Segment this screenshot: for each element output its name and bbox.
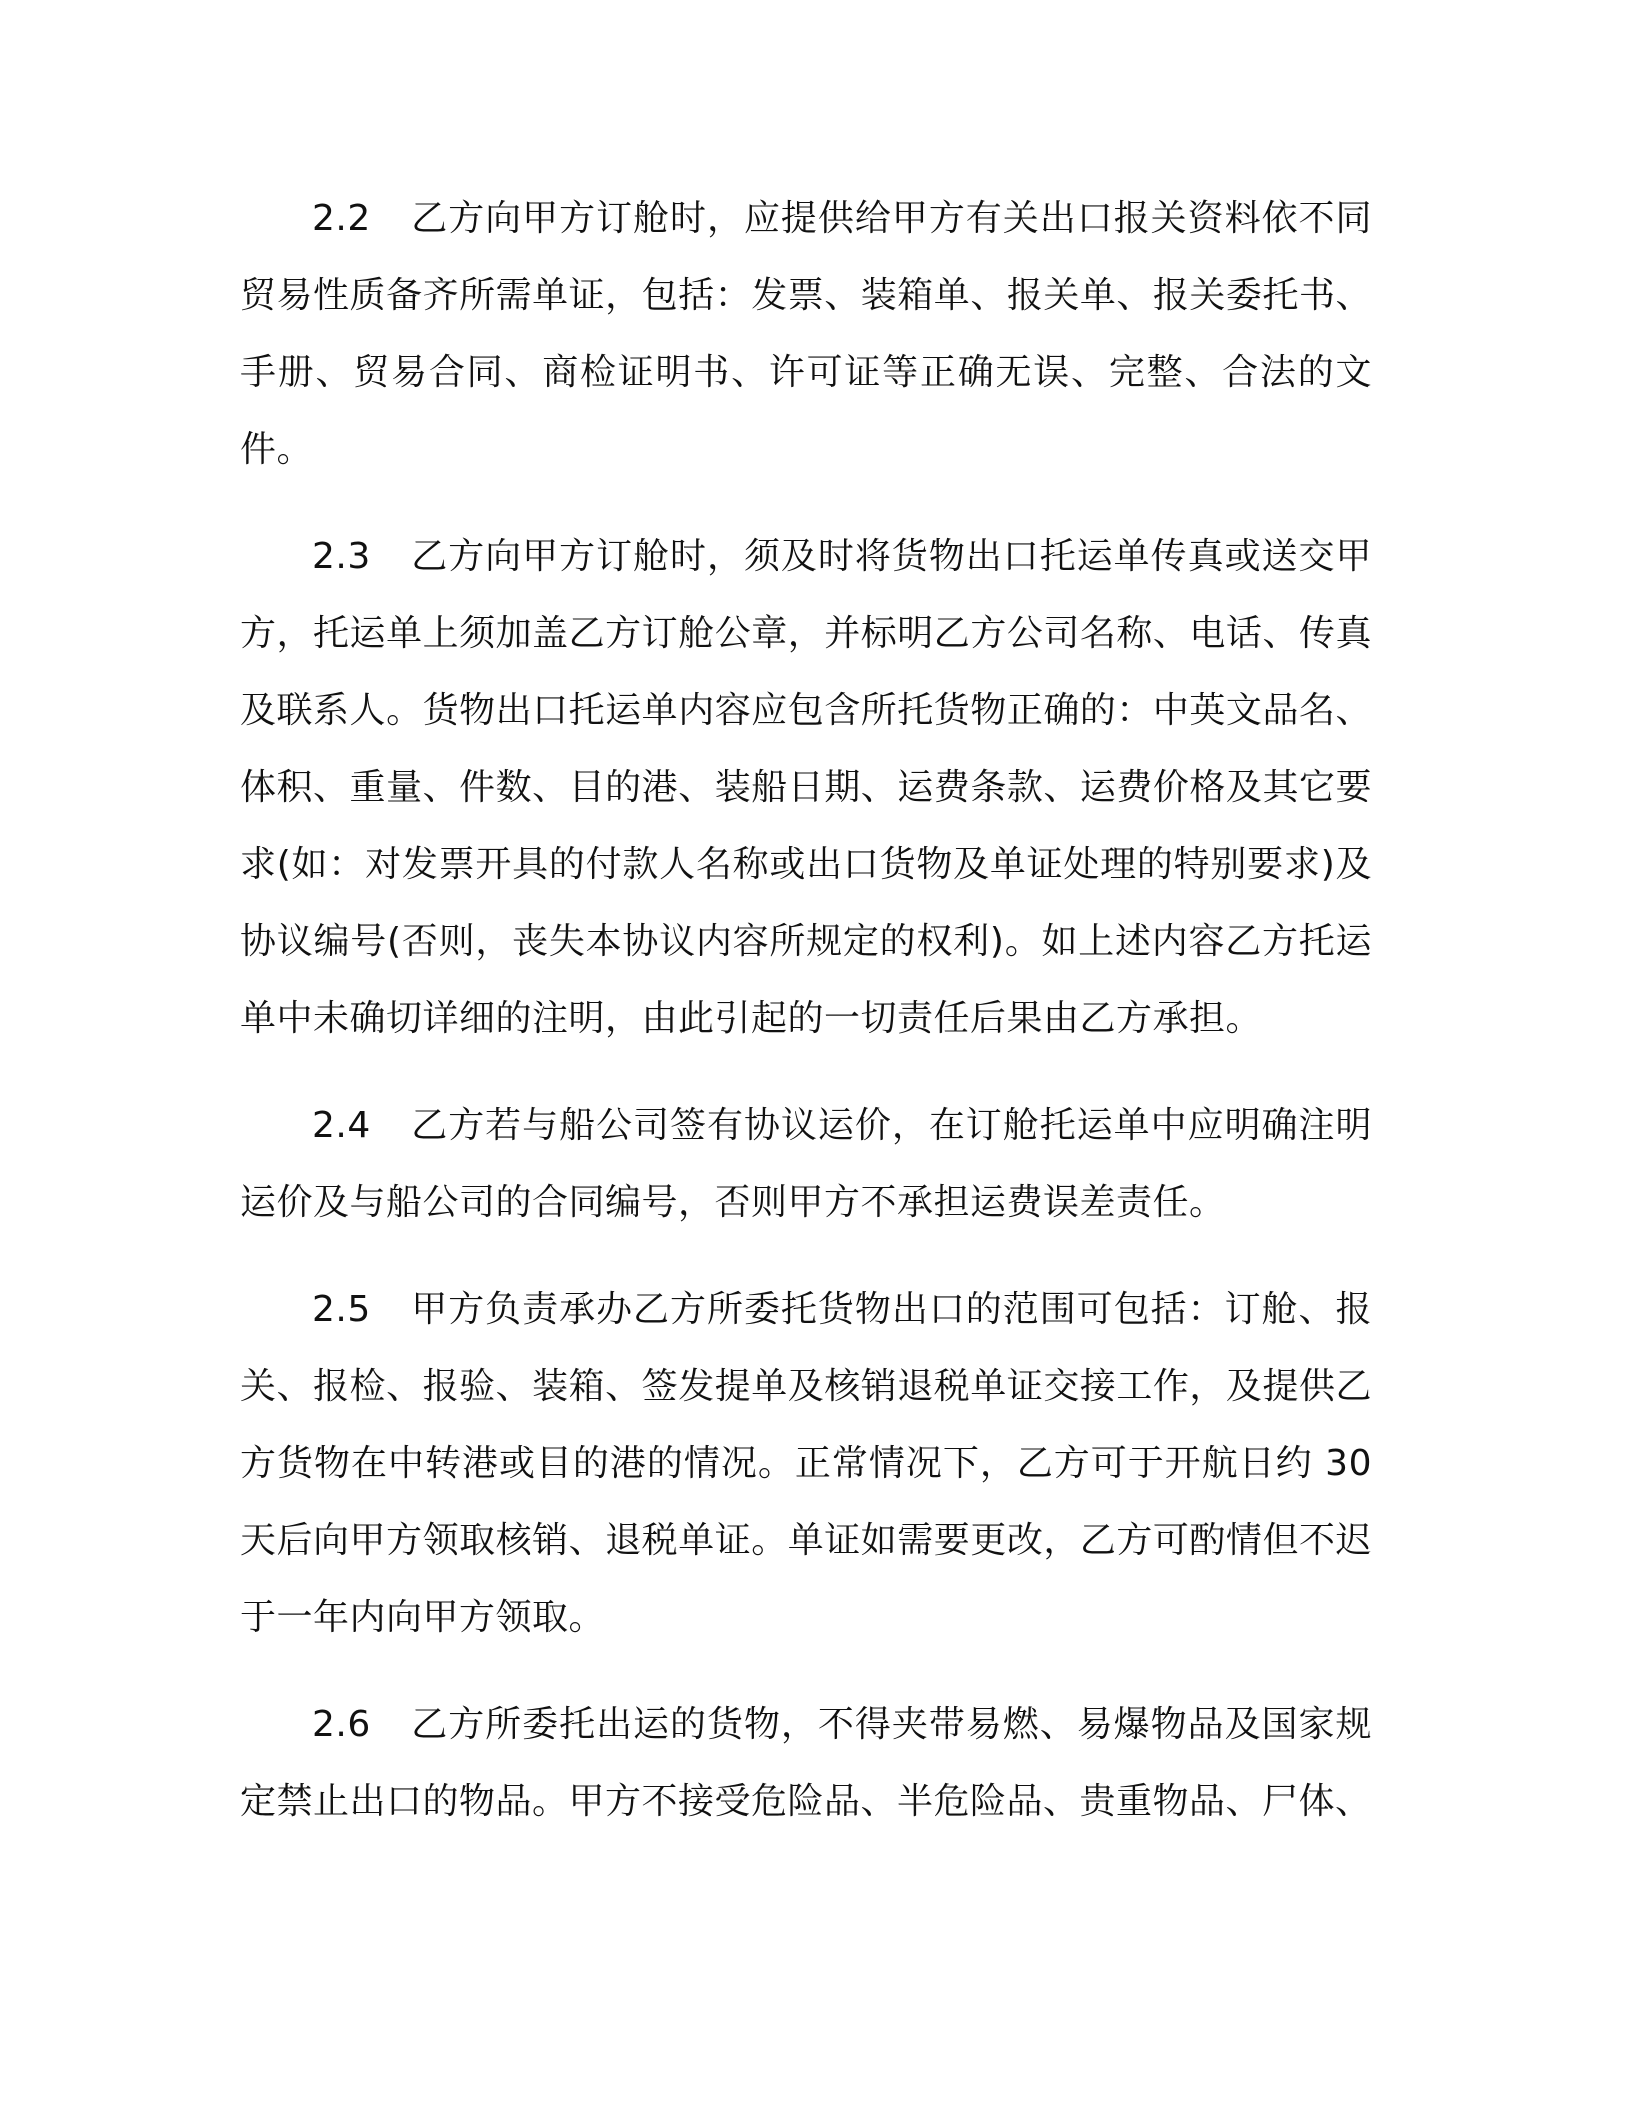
clause-text: 乙方若与船公司签有协议运价，在订舱托运单中应明确注明运价及与船公司的合同编号，否则甲方不承担运费误差责任。 — [240, 1105, 1372, 1223]
clause-2-6 — [240, 1686, 1372, 1840]
clause-number: 2.4 — [312, 1105, 371, 1146]
clause-2-4 — [240, 1087, 1372, 1241]
clause-number: 2.5 — [312, 1289, 371, 1330]
clause-text: 乙方向甲方订舱时，应提供给甲方有关出口报关资料依不同贸易性质备齐所需单证，包括：发票、装箱单、报关单、报关委托书、手册、贸易合同、商检证明书、许可证等正确无误、完整、合法的文件。 — [240, 198, 1372, 470]
clause-text: 乙方所委托出运的货物，不得夹带易燃、易爆物品及国家规定禁止出口的物品。甲方不接受危险品、半危险品、贵重物品、尸体、 — [240, 1704, 1372, 1822]
clause-number: 2.6 — [312, 1704, 371, 1745]
clause-number: 2.3 — [312, 536, 371, 577]
clause-text: 甲方负责承办乙方所委托货物出口的范围可包括：订舱、报关、报检、报验、装箱、签发提单及核销退税单证交接工作，及提供乙方货物在中转港或目的港的情况。正常情况下，乙方可于开航日约 30 天后向甲方领取核销、退税单证。单证如需要更改，乙方可酌情但不迟于一年内向甲方领取。 — [240, 1289, 1372, 1638]
document-page — [240, 180, 1372, 1870]
clause-2-3 — [240, 518, 1372, 1057]
clause-text: 乙方向甲方订舱时，须及时将货物出口托运单传真或送交甲方，托运单上须加盖乙方订舱公章，并标明乙方公司名称、电话、传真及联系人。货物出口托运单内容应包含所托货物正确的：中英文品名、体积、重量、件数、目的港、装船日期、运费条款、运费价格及其它要求(如：对发票开具的付款人名称或出口货物及单证处理的特别要求)及协议编号(否则，丧失本协议内容所规定的权利)。如上述内容乙方托运单中未确切详细的注明，由此引起的一切责任后果由乙方承担。 — [240, 536, 1372, 1039]
clause-2-5 — [240, 1271, 1372, 1656]
clause-number: 2.2 — [312, 198, 371, 239]
clause-2-2 — [240, 180, 1372, 488]
